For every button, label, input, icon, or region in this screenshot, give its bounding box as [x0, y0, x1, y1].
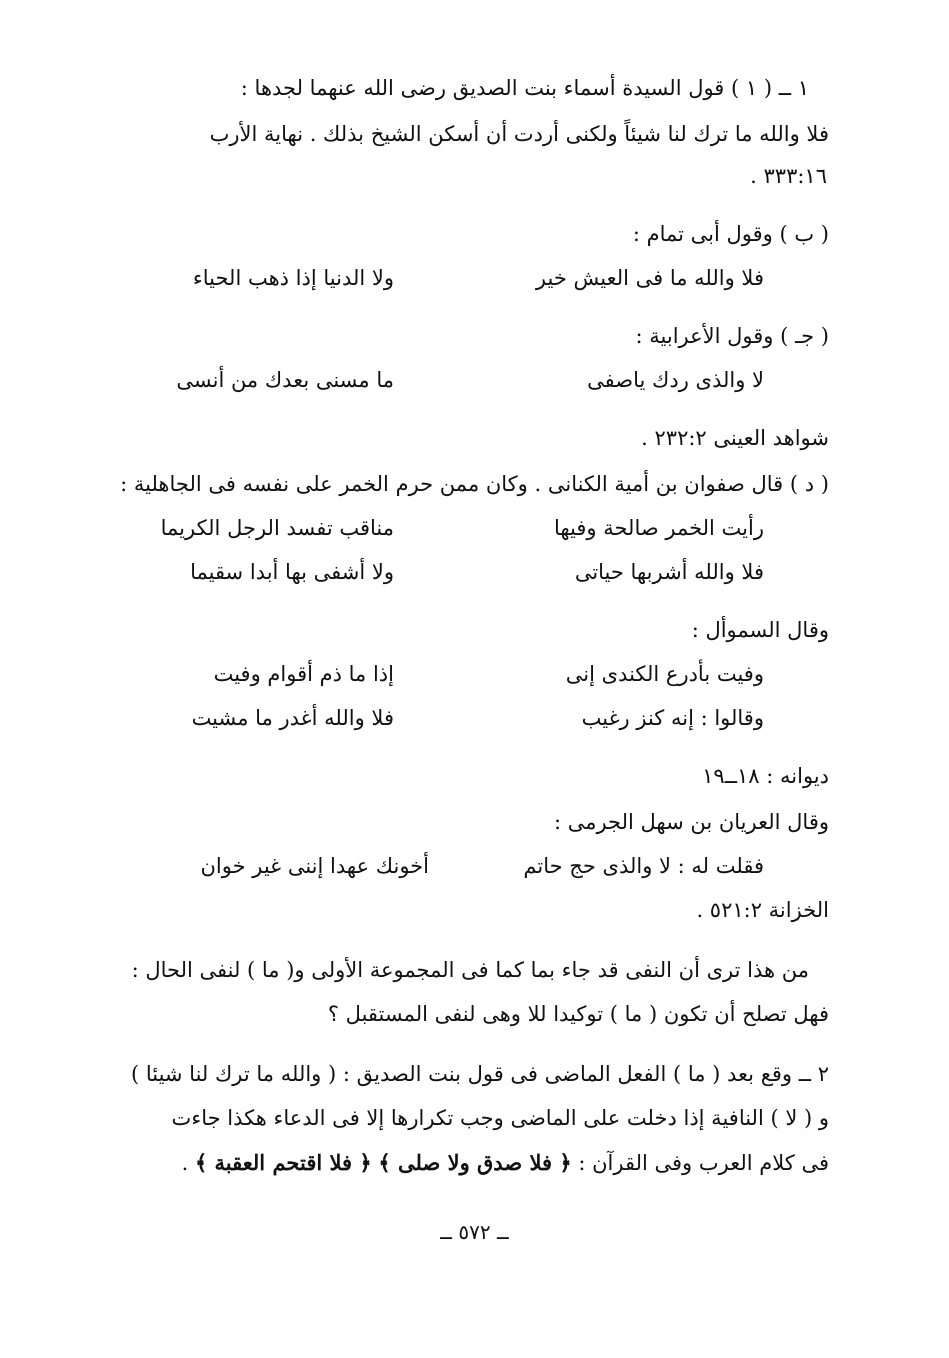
section-d-heading: ( د ) قال صفوان بن أمية الكنانى . وكان ممن حرم الخمر على نفسه فى الجاهلية :: [120, 472, 829, 496]
section-2-line-1: ٢ ــ وقع بعد ( ما ) الفعل الماضى فى قول بنت الصديق : ( والله ما ترك لنا شيئا ): [130, 1062, 829, 1086]
section-1-line-3: ٣٣٣:١٦ .: [750, 164, 827, 188]
verse-d-2-first-hemistich: فلا والله أشربها حياتى: [574, 560, 764, 584]
section-samawal-heading: وقال السموأل :: [691, 618, 829, 642]
section-j-heading: ( جـ ) وقول الأعرابية :: [635, 324, 829, 348]
section-b-heading: ( ب ) وقول أبى تمام :: [632, 222, 829, 246]
section-samawal-source: ديوانه : ١٨ــ١٩: [702, 764, 829, 788]
quran-quote-1: ﴿ فلا صدق ولا صلى ﴾: [378, 1150, 572, 1175]
section-2-line-3-prefix: فى كلام العرب وفى القرآن :: [578, 1151, 829, 1175]
quran-quote-2: ﴿ فلا اقتحم العقبة ﴾: [194, 1150, 372, 1175]
verse-samawal-1-second-hemistich: إذا ما ذم أقوام وفيت: [213, 662, 394, 686]
section-1-line-1: ١ ــ ( ١ ) قول السيدة أسماء بنت الصديق رضى الله عنهما لجدها :: [240, 76, 809, 100]
section-2-line-2: و ( لا ) النافية إذا دخلت على الماضى وجب تكرارها إلا فى الدعاء هكذا جاءت: [171, 1106, 829, 1130]
discussion-line-1: من هذا ترى أن النفى قد جاء بما كما فى المجموعة الأولى و( ما ) لنفى الحال :: [131, 958, 809, 982]
discussion-line-2: فهل تصلح أن تكون ( ما ) توكيدا للا وهى لنفى المستقبل ؟: [327, 1002, 829, 1026]
section-2-line-3: [182, 1152, 829, 1174]
section-1-line-2: فلا والله ما ترك لنا شيئاً ولكنى أردت أن أسكن الشيخ بذلك . نهاية الأرب: [209, 122, 829, 146]
verse-uryan-1-first-hemistich: فقلت له : لا والذى حج حاتم: [523, 854, 764, 878]
verse-d-1-first-hemistich: رأيت الخمر صالحة وفيها: [553, 516, 764, 540]
verse-d-1-second-hemistich: مناقب تفسد الرجل الكريما: [160, 516, 394, 540]
verse-uryan-1-second-hemistich: أخونك عهدا إننى غير خوان: [200, 854, 429, 878]
verse-samawal-1-first-hemistich: وفيت بأدرع الكندى إنى: [565, 662, 764, 686]
section-uryan-heading: وقال العريان بن سهل الجرمى :: [553, 810, 829, 834]
verse-b-1-first-hemistich: فلا والله ما فى العيش خير: [535, 266, 764, 290]
verse-j-1-second-hemistich: ما مسنى بعدك من أنسى: [176, 368, 394, 392]
section-uryan-source: الخزانة ٥٢١:٢ .: [696, 898, 829, 922]
verse-samawal-2-first-hemistich: وقالوا : إنه كنز رغيب: [581, 706, 764, 730]
verse-d-2-second-hemistich: ولا أشفى بها أبدا سقيما: [190, 560, 394, 584]
verse-b-1-second-hemistich: ولا الدنيا إذا ذهب الحياء: [192, 266, 394, 290]
section-2-line-3-suffix: .: [181, 1151, 189, 1175]
page-number: ــ ٥٧٢ ــ: [440, 1220, 509, 1244]
verse-j-1-first-hemistich: لا والذى ردك ياصفى: [587, 368, 764, 392]
verse-samawal-2-second-hemistich: فلا والله أغدر ما مشيت: [191, 706, 394, 730]
section-j-source: شواهد العينى ٢٣٢:٢ .: [641, 426, 829, 450]
